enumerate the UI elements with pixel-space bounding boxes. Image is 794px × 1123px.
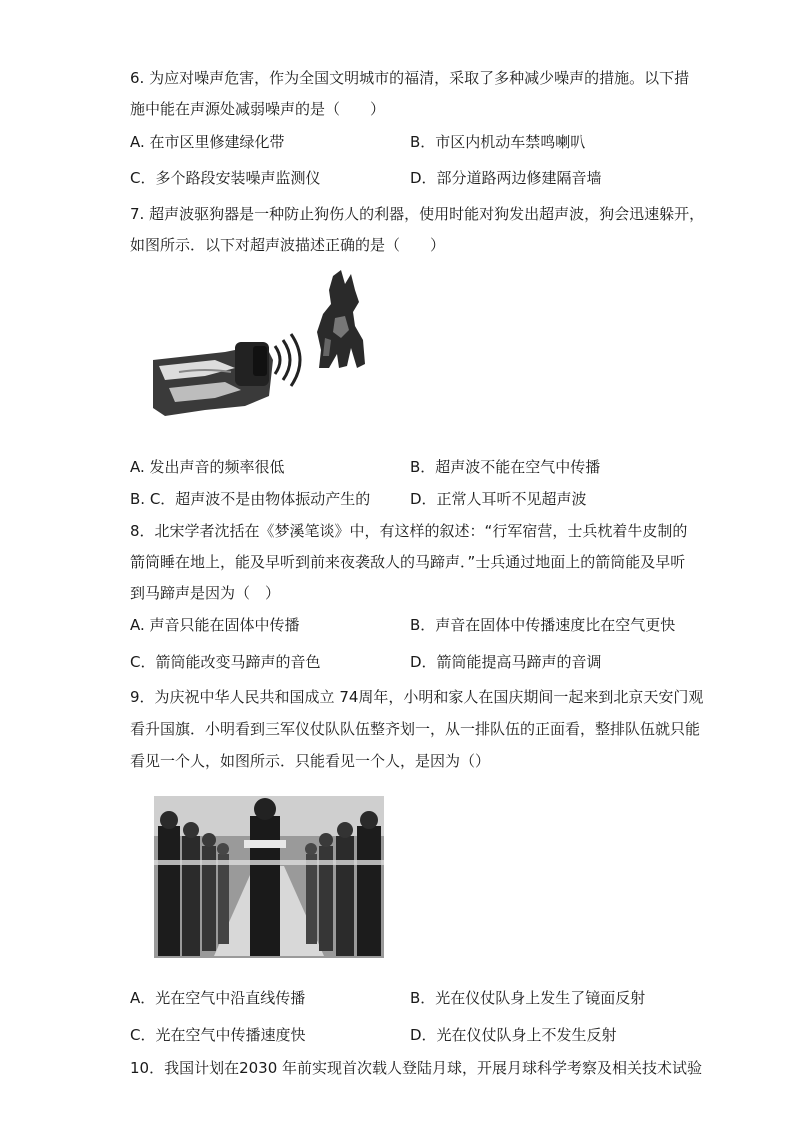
- q7-stem-line-1: 7. 超声波驱狗器是一种防止狗伤人的利器，使用时能对狗发出超声波，狗会迅速躲开，: [130, 205, 705, 223]
- q6-stem-line-2: 施中能在声源处减弱噪声的是（ ）: [130, 100, 386, 118]
- q8-option-c: C．箭筒能改变马蹄声的音色: [130, 653, 321, 671]
- q8-stem-line-2: 箭筒睡在地上，能及早听到前来夜袭敌人的马蹄声．”士兵通过地面上的箭筒能及早听: [130, 553, 686, 571]
- q9-stem-line-2: 看升国旗．小明看到三军仪仗队队伍整齐划一，从一排队伍的正面看，整排队伍就只能: [130, 720, 701, 738]
- q6-option-a: A. 在市区里修建绿化带: [130, 133, 285, 151]
- q7-option-d: D．正常人耳听不见超声波: [410, 490, 587, 508]
- q9-option-d: D．光在仪仗队身上不发生反射: [410, 1026, 617, 1044]
- q7-option-a: A. 发出声音的频率很低: [130, 458, 285, 476]
- q7-stem-line-2: 如图所示．以下对超声波描述正确的是（ ）: [130, 236, 446, 254]
- q9-stem-line-1: 9．为庆祝中华人民共和国成立 74周年，小明和家人在国庆期间一起来到北京天安门观: [130, 688, 704, 706]
- q8-option-a: A. 声音只能在固体中传播: [130, 616, 300, 634]
- q9-option-c: C．光在空气中传播速度快: [130, 1026, 306, 1044]
- q6-stem-line-1: 6. 为应对噪声危害，作为全国文明城市的福清，采取了多种减少噪声的措施。以下措: [130, 69, 690, 87]
- q7-option-b: B．超声波不能在空气中传播: [410, 458, 601, 476]
- q7-option-c: B. C．超声波不是由物体振动产生的: [130, 490, 371, 508]
- q9-option-b: B．光在仪仗队身上发生了镜面反射: [410, 989, 646, 1007]
- q8-option-b: B．声音在固体中传播速度比在空气更快: [410, 616, 676, 634]
- q6-option-c: C．多个路段安装噪声监测仪: [130, 169, 321, 187]
- honor-guard-photo-figure: [154, 796, 384, 958]
- q9-option-a: A．光在空气中沿直线传播: [130, 989, 306, 1007]
- q8-option-d: D．箭筒能提高马蹄声的音调: [410, 653, 602, 671]
- q6-option-d: D．部分道路两边修建隔音墙: [410, 169, 602, 187]
- q9-stem-line-3: 看见一个人，如图所示．只能看见一个人，是因为（）: [130, 752, 491, 770]
- ultrasonic-dog-repeller-figure: [145, 268, 385, 428]
- q8-stem-line-1: 8．北宋学者沈括在《梦溪笔谈》中，有这样的叙述：“行军宿营，士兵枕着牛皮制的: [130, 522, 688, 540]
- q8-stem-line-3: 到马蹄声是因为（ ）: [130, 584, 281, 602]
- q6-option-b: B．市区内机动车禁鸣喇叭: [410, 133, 586, 151]
- q10-stem-line-1: 10．我国计划在2030 年前实现首次载人登陆月球，开展月球科学考察及相关技术试验: [130, 1059, 703, 1077]
